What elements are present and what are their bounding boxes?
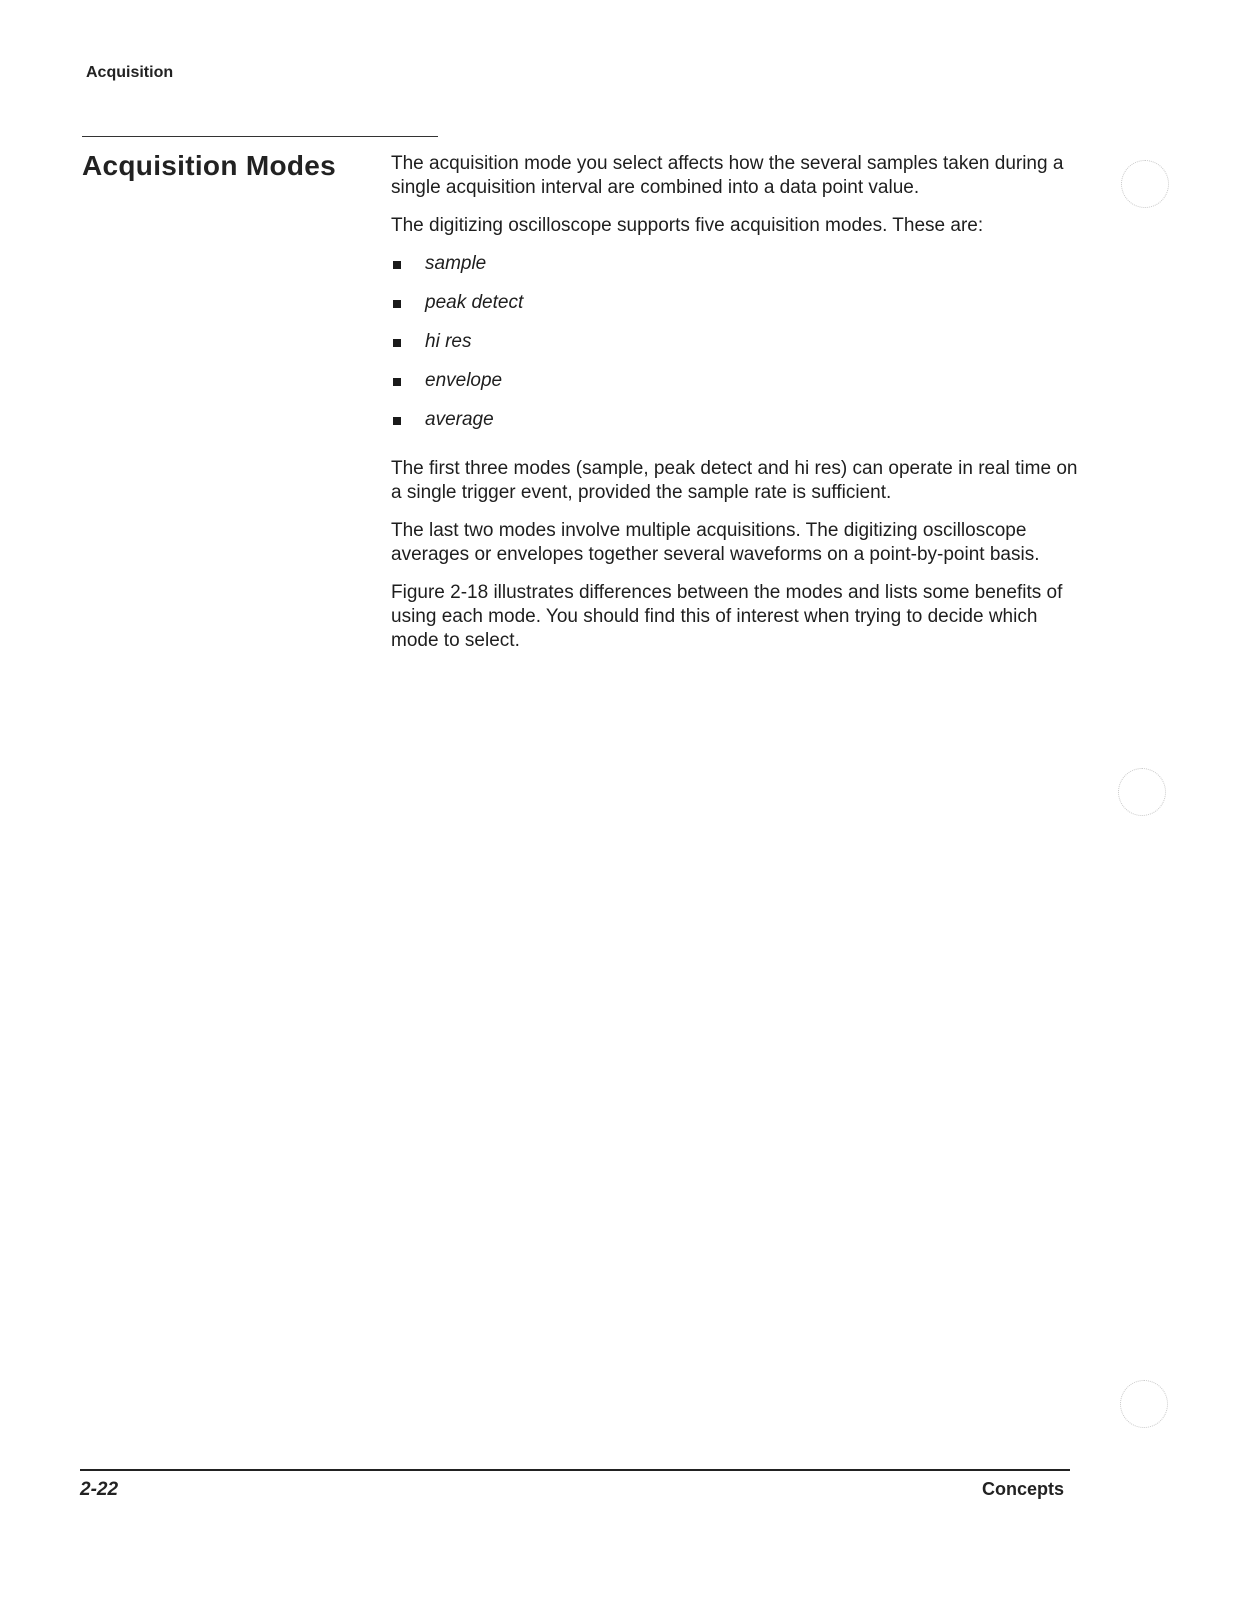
binder-hole-top	[1121, 160, 1169, 208]
square-bullet-icon	[393, 300, 401, 308]
mode-label: hi res	[425, 331, 472, 352]
running-head: Acquisition	[86, 64, 174, 81]
list-item	[391, 369, 1081, 408]
list-item	[391, 291, 1081, 330]
mode-label: peak detect	[425, 292, 524, 313]
section-divider	[82, 136, 438, 137]
binder-hole-middle	[1118, 768, 1166, 816]
multiple-acquisitions-paragraph: The last two modes involve multiple acquisitions. The digitizing oscilloscope averages or envelopes together several waveforms on a point-by-point basis.	[391, 520, 1040, 565]
figure-reference-paragraph: Figure 2-18 illustrates differences between the modes and lists some benefits of using each mode. You should find this of interest when trying to decide which mode to select.	[391, 582, 1063, 651]
page-number: 2-22	[80, 1479, 119, 1500]
modes-intro-paragraph: The digitizing oscilloscope supports five acquisition modes. These are:	[391, 215, 984, 236]
list-item	[391, 330, 1081, 369]
square-bullet-icon	[393, 378, 401, 386]
mode-label: sample	[425, 253, 487, 274]
binder-hole-bottom	[1120, 1380, 1168, 1428]
body-text	[391, 152, 1081, 667]
acquisition-mode-list	[391, 252, 1081, 447]
realtime-modes-paragraph: The first three modes (sample, peak detect and hi res) can operate in real time on a single trigger event, provided the sample rate is sufficient.	[391, 458, 1078, 503]
section-title: Acquisition Modes	[82, 150, 336, 181]
list-item	[391, 252, 1081, 291]
chapter-name: Concepts	[981, 1479, 1064, 1499]
square-bullet-icon	[393, 261, 401, 269]
mode-label: average	[425, 409, 494, 430]
mode-label: envelope	[425, 370, 503, 391]
square-bullet-icon	[393, 339, 401, 347]
list-item	[391, 408, 1081, 447]
footer-divider	[80, 1469, 1070, 1471]
intro-paragraph: The acquisition mode you select affects how the several samples taken during a single acquisition interval are combined into a data point value.	[391, 153, 1064, 198]
square-bullet-icon	[393, 417, 401, 425]
